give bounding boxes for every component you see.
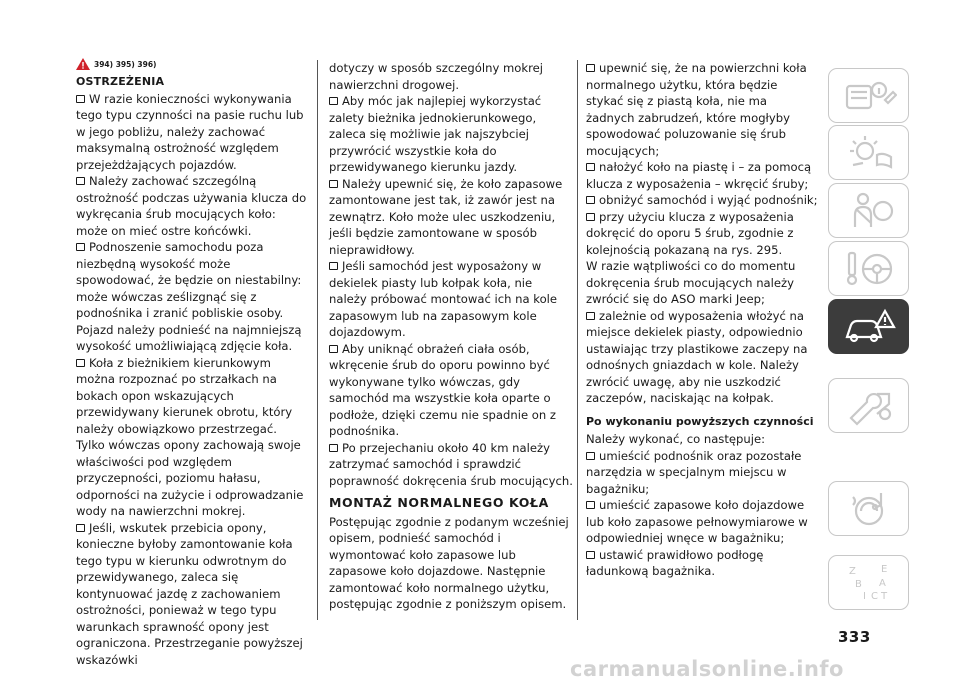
step-item: upewnić się, że na powierzchni koła normalnego użytku, która będzie stykać się z piastą koła, nie ma żadnych zabrudzeń, które mogłyby spowodować poluzowanie się śrub mocujących; [586, 60, 818, 159]
step-item: ustawić prawidłowo podłogę ładunkową bagażnika. [586, 547, 818, 580]
step-item: umieścić podnośnik oraz pozostałe narzędzia w specjalnym miejscu w bagażniku; [586, 448, 818, 498]
index-alphabet-icon [841, 563, 897, 603]
section-title: OSTRZEŻENIA [76, 75, 165, 88]
warning-item: Koła z bieżnikiem kierunkowym można rozpoznać po strzałkach na bokach opon wskazujących przewidywany kierunek obrotu, który należy obowiązkowo przestrzegać. Tylko wówczas opony zachowają swoje właściwości pod względem przyczepności, poziomu hałasu, odporności na zużycie i odprowadzanie wody na nawierzchni mokrej. [76, 355, 308, 520]
svg-text:C: C [870, 590, 878, 602]
tab-service[interactable] [828, 378, 909, 433]
warning-triangle-icon [76, 58, 90, 70]
after-paragraph: Należy wykonać, co następuje: [586, 432, 765, 446]
service-wrench-icon [841, 386, 897, 426]
warning-item: Po przejechaniu około 40 km należy zatrzymać samochód i sprawdzić poprawność dokręcenia śrub mocujących. [329, 440, 573, 488]
svg-text:B: B [854, 578, 862, 590]
tab-info-dashboard[interactable] [828, 68, 909, 123]
watermark-text: carmanualsonline.info [570, 657, 844, 681]
step-item: przy użyciu klucza z wyposażenia dokręcić do oporu 5 śrub, zgodnie z kolejnością pokazaną na rys. 295. [586, 209, 818, 259]
column-2 [329, 60, 573, 613]
warning-item: Jeśli samochód jest wyposażony w dekielek piasty lub kołpak koła, nie należy próbować montować ich na kole zapasowym lub na zapasowym kole dojazdowym. [329, 258, 573, 341]
svg-text:E: E [880, 563, 887, 575]
warning-item: Aby uniknąć obrażeń ciała osób, wkręcenie śrub do oporu powinno być wykonywane tylko wówczas, gdy samochód ma wszystkie koła oparte o podłoże, dzięki czemu nie spadnie on z podnośnika. [329, 341, 573, 440]
emergency-car-icon [841, 307, 897, 347]
after-heading: Po wykonaniu powyższych czynności [586, 414, 814, 428]
svg-text:T: T [880, 590, 887, 602]
seatbelt-airbag-icon [841, 191, 897, 231]
tab-lights[interactable] [828, 125, 909, 180]
info-dashboard-icon [841, 76, 897, 116]
step-item: nałożyć koło na piastę i – za pomocą klucza z wyposażenia – wkręcić śruby; [586, 159, 818, 192]
step-item: umieścić zapasowe koło dojazdowe lub koło zapasowe pełnowymiarowe w odpowiedniej wnęce w bagażniku; [586, 497, 818, 547]
warning-references [76, 58, 156, 70]
step-item: zależnie od wyposażenia włożyć na miejsce dekielek piasty, odpowiednio ustawiając trzy plastikowe zaczepy na odnośnych gniazdach w kole. Należy zwrócić uwagę, aby nie uszkodzić zaczepów, naciskając na kołpak. [586, 308, 818, 407]
note-paragraph: W razie wątpliwości co do momentu dokręcenia śrub mocujących należy zwrócić się do ASO marki Jeep; [586, 259, 796, 306]
warning-refs-text: 394) 395) 396) [94, 59, 157, 69]
steering-wheel-icon [841, 249, 897, 289]
warning-item: Należy zachować szczególną ostrożność podczas używania klucza do wykręcania śrub mocujących koło: może on mieć ostre końcówki. [76, 174, 307, 238]
tab-index[interactable] [828, 555, 909, 610]
warning-item: Jeśli, wskutek przebicia opony, konieczne byłoby zamontowanie koła tego typu w kierunku odwrotnym do przewidywanego, zaleca się kontynuować jazdę z zachowaniem ostrożności, ponieważ w tego typu warunkach sprawność opony jest ograniczona. Przestrzeganie powyższej wskazówki [76, 520, 308, 669]
column-3 [586, 60, 818, 580]
tab-multimedia[interactable] [828, 481, 909, 536]
svg-text:Z: Z [848, 565, 856, 577]
tab-safety[interactable] [828, 183, 909, 238]
multimedia-icon [841, 489, 897, 529]
warning-item: W razie konieczności wykonywania tego typu czynności na pasie ruchu lub w jego pobliżu, należy zachować maksymalną ostrożność względem przejeżdżających pojazdów. [76, 91, 308, 174]
column-1 [76, 74, 308, 668]
warning-item: Aby móc jak najlepiej wykorzystać zalety bieżnika jednokierunkowego, zaleca się możliwie jak najszybciej przywrócić wszystkie koła do przewidywanego kierunku jazdy. [329, 93, 573, 176]
montaz-paragraph: Postępując zgodnie z podanym wcześniej opisem, podnieść samochód i wymontować koło zapasowe lub zapasowe koło dojazdowe. Następnie zamontować koło normalnego użytku, postępując zgodnie z poniższym opisem. [329, 514, 569, 611]
column-divider [317, 60, 318, 620]
lights-icon [841, 133, 897, 173]
warning-item: Podnoszenie samochodu poza niezbędną wysokość może spowodować, że będzie on niestabilny: może wówczas ześlizgnąć się z podnośnika i zranić pobliskie osoby. Pojazd należy podnieść na najmniejszą wysokość umożliwiającą zdjęcie koła. [76, 239, 308, 355]
montaz-heading: MONTAŻ NORMALNEGO KOŁA [329, 495, 549, 510]
step-item: obniżyć samochód i wyjąć podnośnik; [586, 192, 818, 209]
svg-text:A: A [878, 577, 886, 589]
warning-item: Należy upewnić się, że koło zapasowe zamontowane jest tak, iż zawór jest na zewnątrz. Koło może ulec uszkodzeniu, jeśli będzie zamontowane w sposób nieprawidłowy. [329, 176, 573, 259]
column-divider [577, 60, 578, 620]
tab-driving[interactable] [828, 241, 909, 296]
continued-text: dotyczy w sposób szczególny mokrej nawierzchni drogowej. [329, 61, 543, 92]
svg-text:I: I [862, 590, 866, 602]
page-number: 333 [838, 628, 871, 646]
tab-emergency[interactable] [828, 299, 909, 354]
